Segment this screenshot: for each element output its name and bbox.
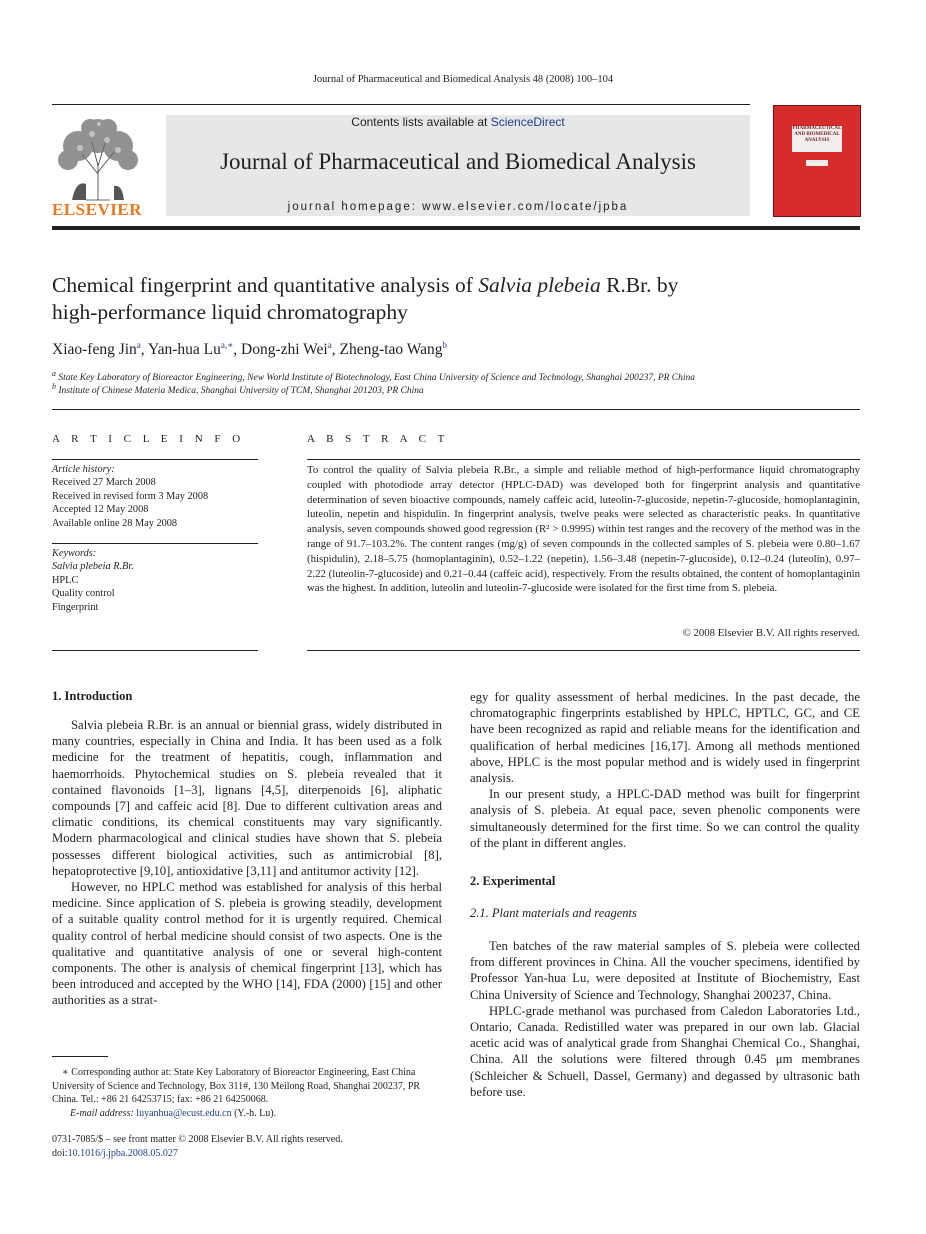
- journal-title: Journal of Pharmaceutical and Biomedical Analysis: [220, 149, 696, 174]
- abstract-copyright: © 2008 Elsevier B.V. All rights reserved.: [682, 627, 860, 639]
- doi-link[interactable]: 10.1016/j.jpba.2008.05.027: [67, 1148, 178, 1159]
- author-name: Zheng-tao Wang: [339, 341, 443, 358]
- paragraph: However, no HPLC method was established for analysis of this herbal medicine. Since application of S. plebeia is growing steadily, development of a suitable quality control method for it is urgently required. Chemical quality control of herbal medicine should consist of two aspects. One is the qualitative and quantitative analysis of one or several high-content components. The other is analysis of chemical fingerprint [13], which has been introduced and accepted by the WHO [14], FDA (2000) [15] and other authorities as a strat-: [52, 880, 442, 1008]
- paragraph: Ten batches of the raw material samples of S. plebeia were collected from different provinces in China. All the voucher specimens, identified by Professor Yan-hua Lu, were deposited at Institute of Biochemistry, East China University of Science and Technology, Shanghai 200237, China.: [470, 939, 860, 1002]
- contents-prefix: Contents lists available at: [351, 115, 491, 129]
- subsection-heading: 2.1. Plant materials and reagents: [470, 906, 637, 920]
- history-item: Available online 28 May 2008: [52, 517, 178, 529]
- author-affil-mark[interactable]: b: [442, 340, 448, 350]
- section-heading-introduction: 1. Introduction: [52, 689, 133, 703]
- cover-title: PHARMACEUTICAL AND BIOMEDICAL ANALYSIS: [792, 126, 842, 152]
- email-suffix: (Y.-h. Lu).: [231, 1107, 277, 1119]
- abstract-rule: [307, 459, 860, 460]
- keywords-label: Keywords:: [52, 548, 97, 559]
- article-title: [52, 272, 872, 326]
- keywords: [52, 547, 262, 614]
- author-name: Yan-hua Lu: [147, 341, 221, 358]
- journal-banner: [166, 115, 750, 216]
- experimental-body: [470, 938, 860, 1100]
- keyword-item: HPLC: [52, 574, 79, 586]
- info-rule: [52, 459, 258, 460]
- running-head: Journal of Pharmaceutical and Biomedical Analysis 48 (2008) 100–104: [312, 74, 614, 85]
- history-item: Received 27 March 2008: [52, 477, 156, 489]
- footnote-rule: [52, 1056, 108, 1057]
- issn-line: 0731-7085/$ – see front matter © 2008 Elsevier B.V. All rights reserved.: [52, 1134, 343, 1145]
- title-part: R.Br. by: [600, 273, 679, 297]
- affiliation-mark: b: [52, 382, 56, 391]
- sciencedirect-link[interactable]: ScienceDirect: [490, 115, 565, 129]
- journal-homepage[interactable]: journal homepage: www.elsevier.com/locate/jpba: [287, 201, 629, 213]
- keyword-item: Salvia plebeia R.Br.: [52, 561, 134, 573]
- info-rule: [52, 543, 258, 544]
- history-item: Accepted 12 May 2008: [52, 504, 149, 516]
- abstract-heading: A B S T R A C T: [307, 433, 449, 445]
- history-item: Received in revised form 3 May 2008: [52, 490, 209, 502]
- intro-body: [52, 717, 442, 1009]
- title-line2: high-performance liquid chromatography: [52, 300, 408, 324]
- elsevier-wordmark: ELSEVIER: [52, 200, 142, 219]
- abstract-text: To control the quality of Salvia plebeia R.Br., a simple and reliable method of high-performance liquid chromatography coupled with photodiode array detector (HPLC-DAD) was developed both for fingerprint analysis and quantitative determination of seven bioactive compounds, namely caffeic acid, luteolin-7-glucoside, nepetin-7-glucoside, homoplantaginin, luteolin, nepetin and hispidulin. In fingerprint analysis, twelve peaks were selected as characteristic peaks. In quantitative analysis, seven compounds showed good regression (R² > 0.9995) within test ranges and the recovery of the method was in the range of 91.7–103.2%. The content ranges (mg/g) of seven compounds in the collected samples of S. plebeia were 0.80–1.67 (hispidulin), 2.18–5.75 (homoplantaginin), 0.52–1.22 (nepetin), 1.56–3.48 (nepetin-7-glucoside), 0.12–0.24 (luteolin), 0.97–2.22 (luteolin-7-glucoside) and 0.21–0.44 (caffeic acid), respectively. From the results obtained, the content of homoplantaginin was the highest. In addition, luteolin and luteolin-7-glucoside were isolated for the first time from S. plebeia.: [307, 464, 860, 595]
- cover-mark: [806, 160, 828, 166]
- doi-line: [52, 1147, 178, 1161]
- thick-rule: [52, 226, 860, 230]
- author-name: Dong-zhi Wei: [241, 341, 328, 358]
- header-rule: [52, 104, 750, 105]
- affiliation-mark: a: [52, 369, 56, 378]
- author-affil-mark[interactable]: a,∗: [220, 340, 234, 350]
- paragraph: In our present study, a HPLC-DAD method was built for fingerprint analysis of S. plebeia. At equal pace, seven phenolic components were simultaneously determined for the first time. So we can control the quality of the plant in different angles.: [470, 787, 860, 850]
- article-info-heading: A R T I C L E I N F O: [52, 433, 245, 445]
- doi-label: doi:: [52, 1148, 68, 1159]
- author-affil-mark[interactable]: a: [327, 340, 332, 350]
- title-part: Chemical fingerprint and quantitative analysis of: [52, 273, 479, 297]
- corresponding-text: ∗ Corresponding author at: State Key Laboratory of Bioreactor Engineering, East China University of Science and Technology, Box 311#, 130 Meilong Road, Shanghai 200237, PR China. Tel.: +86 21 64253715; fax: +86 21 64250068.: [52, 1067, 421, 1106]
- contents-line: [166, 115, 750, 129]
- affiliation-text: State Key Laboratory of Bioreactor Engineering, New World Institute of Biotechnology, East China University of Science and Technology, Shanghai 200237, PR China: [58, 373, 696, 384]
- title-species: Salvia plebeia: [478, 273, 601, 297]
- keyword-item: Fingerprint: [52, 601, 99, 613]
- abstract-rule: [307, 650, 860, 651]
- author-affil-mark[interactable]: a: [136, 340, 141, 350]
- journal-cover-image: [773, 105, 861, 217]
- section-heading-experimental: 2. Experimental: [470, 874, 556, 888]
- author-list: Xiao-feng Jin$^a$, Yan-hua $Lu^{a,∗}$, Dong-zhi Wei$^a$, Zheng-tao Wang$^b$: [52, 340, 448, 358]
- paragraph: HPLC-grade methanol was purchased from Caledon Laboratories Ltd., Ontario, Canada. Redistilled water was prepared in our own lab. Glacial acetic acid was of analytical grade from Shanghai Chemical Co., Shanghai, China. All the solutions were filtered through 0.45 μm membranes (Schleicher & Schuell, Dassel, Germany) and degassed by ultrasonic bath before use.: [470, 1003, 860, 1099]
- paragraph: egy for quality assessment of herbal medicines. In the past decade, the chromatographic fingerprints established by HPLC, HPTLC, GC, and CE have been recognized as rapid and reliable means for the identification and qualification of herbal medicines [16,17]. Among all methods mentioned above, HPLC is the most popular method and is widely used in fingerprint analysis.: [470, 690, 860, 786]
- corresponding-footnote: [52, 1066, 442, 1120]
- affiliation-text: Institute of Chinese Materia Medica, Shanghai University of TCM, Shanghai 201203, PR China: [58, 386, 424, 397]
- history-label: Article history:: [52, 464, 115, 475]
- author-name: Xiao-feng Jin: [52, 341, 137, 358]
- info-rule: [52, 650, 258, 651]
- affil-rule: [52, 409, 860, 410]
- keyword-item: Quality control: [52, 588, 115, 600]
- affiliation-b: [52, 382, 424, 396]
- elsevier-tree-logo: [52, 114, 144, 202]
- email-label: E-mail address:: [70, 1107, 137, 1119]
- email-link[interactable]: luyanhua@ecust.edu.cn: [136, 1107, 232, 1119]
- paragraph: Salvia plebeia R.Br. is an annual or biennial grass, widely distributed in many countries, especially in China and India. It has been used as a folk medicine for the treatment of hepatitis, cough, inflammation and haemorrhoids. Phytochemical studies on S. plebeia revealed that it contained flavonoids [1–3], lignans [4,5], diterpenoids [6], aliphatic compounds [7] and caffeic acid [8]. Due to different cultivation areas and climatic conditions, its chemical constituents may vary significantly. Modern pharmacological and clinical studies have shown that S. plebeia possesses different biological activities, such as antimicrobial [8], hepatoprotective [9,10], antioxidative [3,11] and antitumor activity [12].: [52, 718, 442, 878]
- intro-body-continued: [470, 689, 860, 851]
- article-history: [52, 463, 262, 530]
